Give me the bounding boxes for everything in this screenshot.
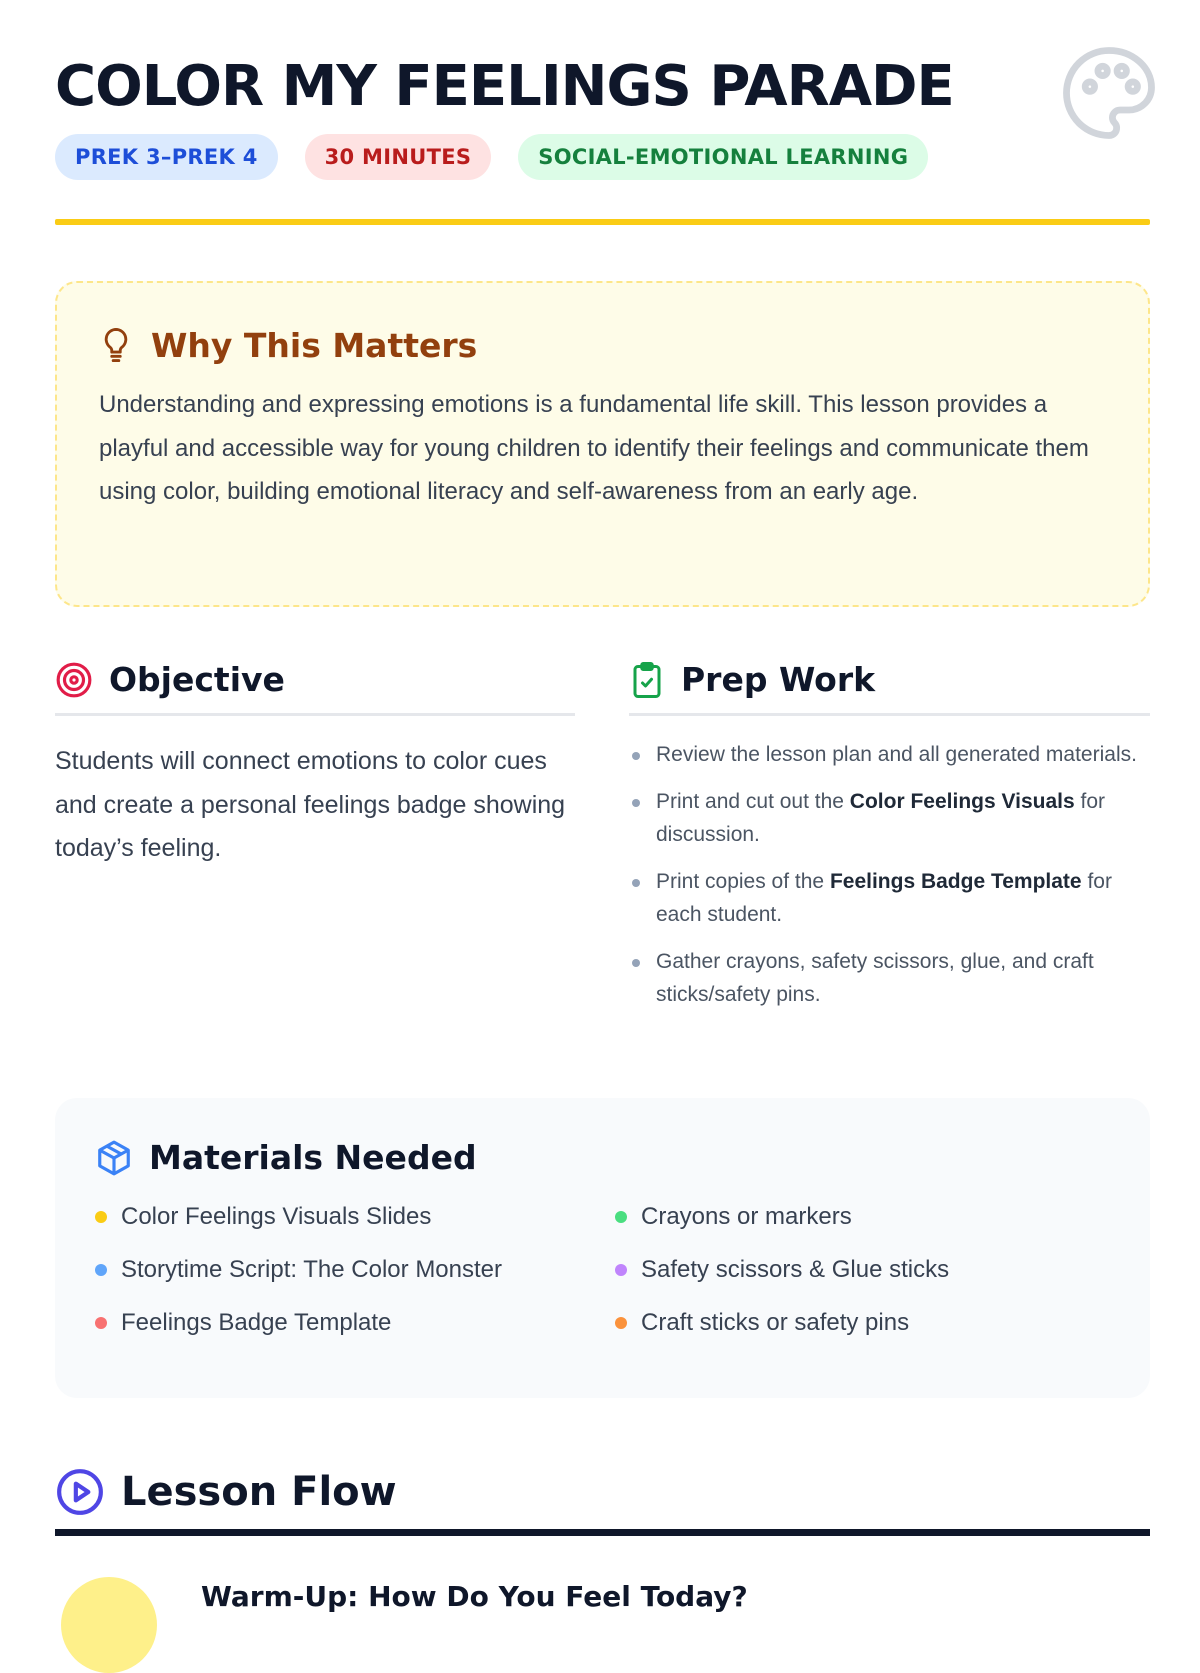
materials-list	[95, 1199, 1110, 1341]
why-this-matters-card	[55, 281, 1150, 607]
why-heading	[99, 325, 1106, 365]
materials-heading-text: Materials Needed	[149, 1138, 477, 1177]
prep-heading-text: Prep Work	[681, 660, 876, 699]
list-item: Feelings Badge Template	[95, 1305, 615, 1341]
lesson-flow-heading-text: Lesson Flow	[121, 1468, 397, 1515]
duration-tag: 30 MINUTES	[305, 134, 492, 180]
lesson-flow-heading	[55, 1462, 1150, 1536]
objective-section	[55, 656, 575, 871]
why-heading-text: Why This Matters	[151, 325, 478, 365]
cube-icon	[95, 1139, 133, 1177]
why-body: Understanding and expressing emotions is a fundamental life skill. This lesson provides a playful and accessible way for young children to identify their feelings and communicate them using color, building emotional literacy and self-awareness from an early age.	[99, 391, 1089, 505]
lightbulb-icon	[99, 325, 133, 365]
list-item: Crayons or markers	[615, 1199, 1115, 1235]
list-item: Storytime Script: The Color Monster	[95, 1252, 615, 1288]
bullet-dot	[95, 1211, 107, 1223]
bullet-dot	[615, 1317, 627, 1329]
objective-body: Students will connect emotions to color cues and create a personal feelings badge showing today’s feeling.	[55, 747, 566, 862]
prep-list	[629, 738, 1150, 1011]
clipboard-check-icon	[629, 660, 665, 700]
list-item: Color Feelings Visuals Slides	[95, 1199, 615, 1235]
list-item: Review the lesson plan and all generated materials.	[629, 738, 1150, 771]
step-title: Warm-Up: How Do You Feel Today?	[201, 1580, 748, 1613]
target-icon	[55, 661, 93, 699]
prep-heading	[629, 656, 1150, 716]
bullet-dot	[95, 1317, 107, 1329]
palette-icon	[1058, 42, 1160, 144]
tag-row	[55, 134, 928, 180]
page-title: COLOR MY FEELINGS PARADE	[55, 54, 954, 119]
grade-tag: PREK 3–PREK 4	[55, 134, 278, 180]
materials-card	[55, 1098, 1150, 1398]
bullet-dot	[95, 1264, 107, 1276]
list-item: Print and cut out the Color Feelings Visuals for discussion.	[629, 785, 1150, 851]
bullet-dot	[615, 1211, 627, 1223]
list-item: Print copies of the Feelings Badge Template for each student.	[629, 865, 1150, 931]
subject-tag: SOCIAL-EMOTIONAL LEARNING	[518, 134, 928, 180]
step-number-circle	[61, 1577, 157, 1673]
materials-heading	[95, 1138, 1110, 1177]
bullet-dot	[615, 1264, 627, 1276]
play-circle-icon	[55, 1467, 105, 1517]
prep-work-section	[629, 656, 1150, 1025]
list-item: Craft sticks or safety pins	[615, 1305, 1115, 1341]
list-item: Safety scissors & Glue sticks	[615, 1252, 1115, 1288]
header-divider	[55, 219, 1150, 225]
objective-heading	[55, 656, 575, 716]
list-item: Gather crayons, safety scissors, glue, and craft sticks/safety pins.	[629, 945, 1150, 1011]
objective-heading-text: Objective	[109, 660, 285, 699]
